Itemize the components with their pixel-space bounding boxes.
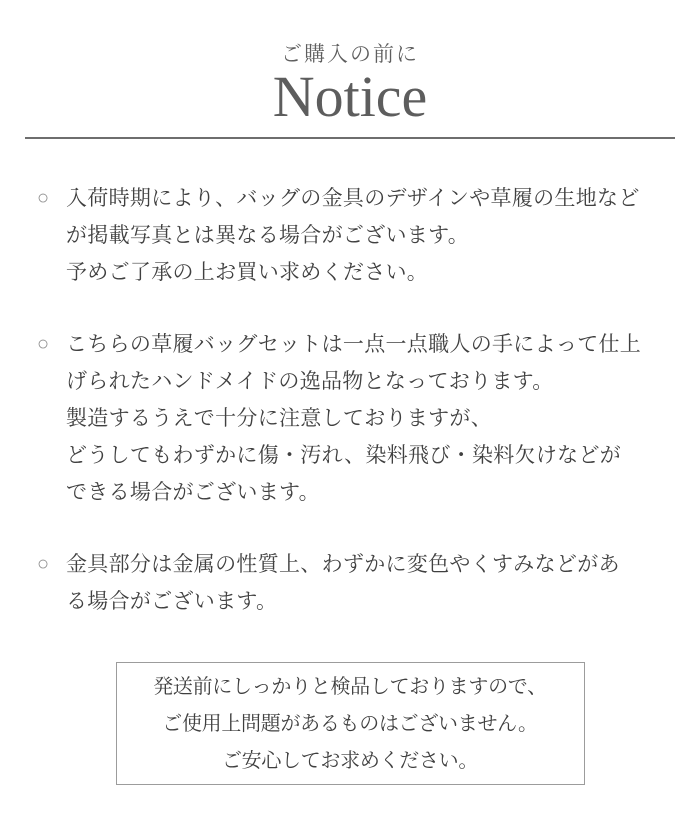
page-subtitle: ご購入の前に xyxy=(281,42,419,66)
notice-line: こちらの草履バッグセットは一点一点職人の手によって仕上 xyxy=(66,333,642,356)
notice-line: どうしてもわずかに傷・汚れ、染料飛び・染料欠けなどが xyxy=(66,444,622,467)
circle-bullet-icon: ○ xyxy=(37,187,50,209)
assurance-box xyxy=(116,662,585,785)
assurance-line: ご安心してお求めください。 xyxy=(221,750,479,772)
notice-item-stock-variation xyxy=(38,180,672,291)
notice-line: る場合がございます。 xyxy=(66,590,278,613)
page-header xyxy=(0,0,700,127)
header-divider xyxy=(25,137,675,139)
assurance-line: 発送前にしっかりと検品しておりますので、 xyxy=(153,676,547,698)
notice-line: げられたハンドメイドの逸品物となっております。 xyxy=(66,370,554,393)
notice-line: 金具部分は金属の性質上、わずかに変色やくすみなどがあ xyxy=(66,553,620,576)
page-title: Notice xyxy=(272,64,428,129)
assurance-line: ご使用上問題があるものはございません。 xyxy=(162,713,538,735)
notice-item-handmade xyxy=(38,326,672,511)
circle-bullet-icon: ○ xyxy=(37,553,50,575)
notice-list xyxy=(0,180,700,620)
notice-item-metal-parts xyxy=(38,546,672,620)
notice-line: 入荷時期により、バッグの金具のデザインや草履の生地など xyxy=(66,187,640,210)
notice-line: 製造するうえで十分に注意しておりますが、 xyxy=(66,407,492,430)
notice-line: 予めご了承の上お買い求めください。 xyxy=(66,261,429,284)
circle-bullet-icon: ○ xyxy=(37,333,50,355)
notice-line: できる場合がございます。 xyxy=(66,481,320,504)
notice-line: が掲載写真とは異なる場合がございます。 xyxy=(66,224,470,247)
